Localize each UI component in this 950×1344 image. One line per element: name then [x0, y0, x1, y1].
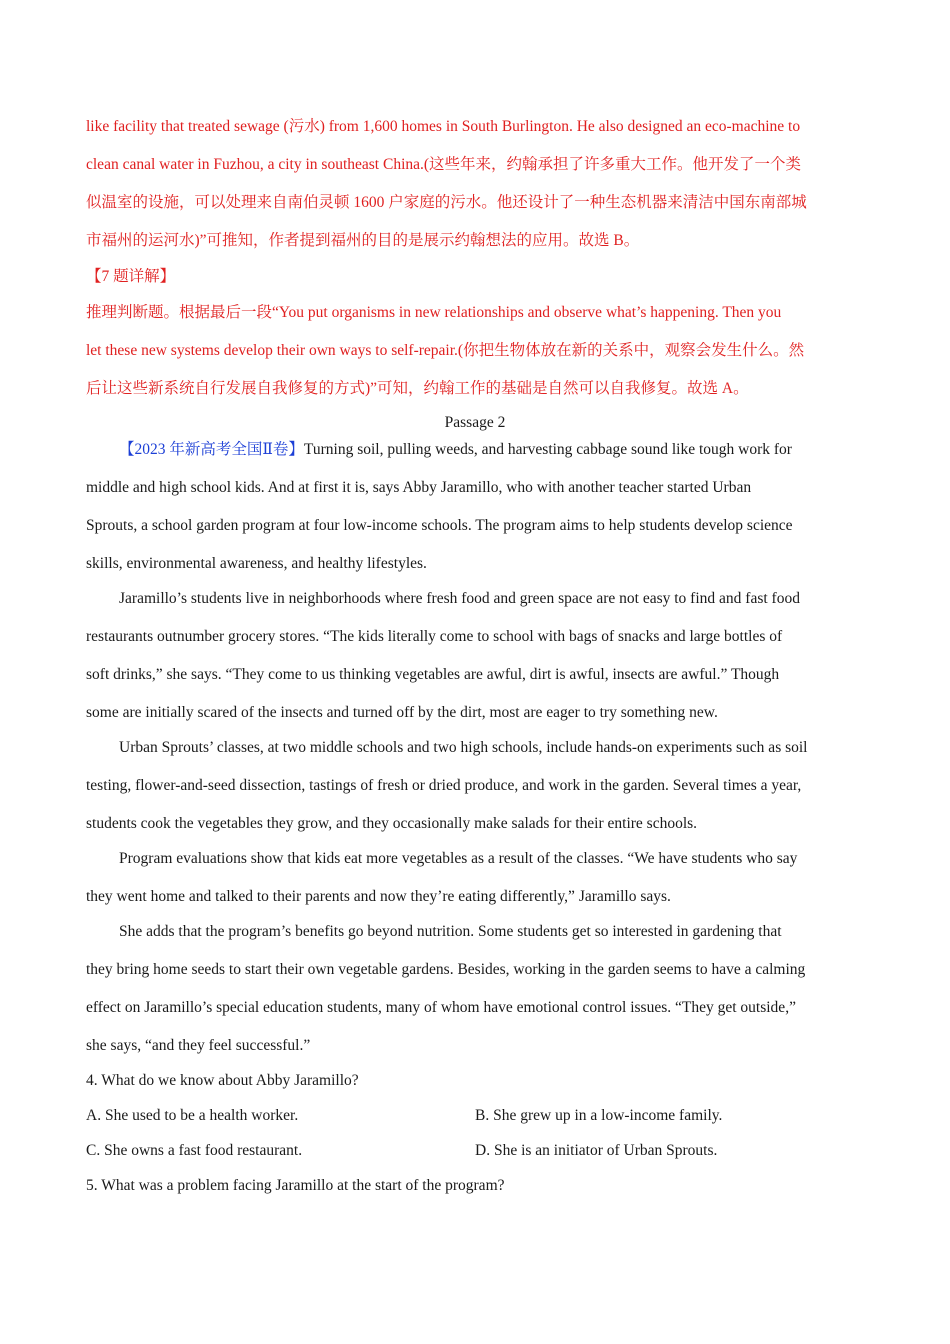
passage-title: Passage 2: [444, 414, 506, 431]
question-5-stem: 5. What was a problem facing Jaramillo at the start of the program?: [86, 1177, 505, 1194]
q7-heading: 【7 题详解】: [86, 268, 176, 285]
answer-line: clean canal water in Fuzhou, a city in southeast China.(这些年来，约翰承担了许多重大工作。他开发了一个类: [86, 156, 802, 173]
answer-line: like facility that treated sewage (污水) from 1,600 homes in South Burlington. He also designed an eco-machine to: [86, 118, 801, 135]
paragraph-2: [86, 580, 866, 729]
paragraph-line: she says, “and they feel successful.”: [86, 1037, 311, 1054]
option-d: D. She is an initiator of Urban Sprouts.: [475, 1142, 718, 1159]
paragraph-line: restaurants outnumber grocery stores. “The kids literally come to school with bags of snacks and large bottles of: [86, 628, 783, 645]
paragraph-line: Jaramillo’s students live in neighborhoods where fresh food and green space are not easy to find and fast food: [119, 590, 800, 607]
option-c: C. She owns a fast food restaurant.: [86, 1142, 303, 1159]
source-tag: 【2023 年新高考全国Ⅱ卷】: [119, 441, 304, 458]
answer-line: 市福州的运河水)”可推知，作者提到福州的目的是展示约翰想法的应用。故选 B。: [86, 232, 640, 249]
questions-section: [86, 1063, 866, 1203]
passage-body: [86, 431, 866, 1062]
paragraph-line: skills, environmental awareness, and healthy lifestyles.: [86, 555, 427, 572]
paragraph-1: [86, 431, 866, 580]
paragraph-line: students cook the vegetables they grow, and they occasionally make salads for their entire schools.: [86, 815, 698, 832]
answer-line: 似温室的设施，可以处理来自南伯灵顿 1600 户家庭的污水。他还设计了一种生态机器来清洁中国东南部城: [86, 194, 807, 211]
option-b: B. She grew up in a low-income family.: [475, 1107, 723, 1124]
q7-line: let these new systems develop their own ways to self-repair.(你把生物体放在新的关系中，观察会发生什么。然: [86, 342, 805, 359]
q7-line: 推理判断题。根据最后一段“You put organisms in new relationships and observe what’s happening. Then you: [86, 304, 782, 321]
paragraph-line: they went home and talked to their parents and now they’re eating differently,” Jaramillo says.: [86, 888, 671, 905]
paragraph-line: Urban Sprouts’ classes, at two middle schools and two high schools, include hands-on experiments such as soil: [119, 739, 808, 756]
paragraph-3: [86, 729, 866, 840]
question-4-options-row-1: [86, 1098, 866, 1133]
paragraph-4: [86, 840, 866, 913]
option-a: A. She used to be a health worker.: [86, 1107, 299, 1124]
answer-explanation: [86, 108, 866, 408]
q7-line: 后让这些新系统自行发展自我修复的方式)”可知，约翰工作的基础是自然可以自我修复。故选 A。: [86, 380, 749, 397]
paragraph-line: middle and high school kids. And at first it is, says Abby Jaramillo, who with another teacher started Urban: [86, 479, 752, 496]
paragraph-line: soft drinks,” she says. “They come to us thinking vegetables are awful, dirt is awful, insects are awful.” Though: [86, 666, 780, 683]
paragraph-line: Program evaluations show that kids eat more vegetables as a result of the classes. “We have students who say: [119, 850, 798, 867]
paragraph-5: [86, 913, 866, 1062]
paragraph-line: She adds that the program’s benefits go beyond nutrition. Some students get so interested in gardening that: [119, 923, 782, 940]
paragraph-line: some are initially scared of the insects and turned off by the dirt, most are eager to try something new.: [86, 704, 718, 721]
paragraph-line: Sprouts, a school garden program at four low-income schools. The program aims to help students develop science: [86, 517, 793, 534]
paragraph-line: they bring home seeds to start their own vegetable gardens. Besides, working in the garden seems to have a calming: [86, 961, 806, 978]
question-4-options-row-2: [86, 1133, 866, 1168]
question-4-stem: 4. What do we know about Abby Jaramillo?: [86, 1072, 359, 1089]
paragraph-line: testing, flower-and-seed dissection, tastings of fresh or dried produce, and work in the garden. Several times a year,: [86, 777, 802, 794]
paragraph-line: 【2023 年新高考全国Ⅱ卷】Turning soil, pulling weeds, and harvesting cabbage sound like tough work for: [119, 441, 792, 458]
paragraph-line: effect on Jaramillo’s special education students, many of whom have emotional control issues. “They get outside,”: [86, 999, 796, 1016]
